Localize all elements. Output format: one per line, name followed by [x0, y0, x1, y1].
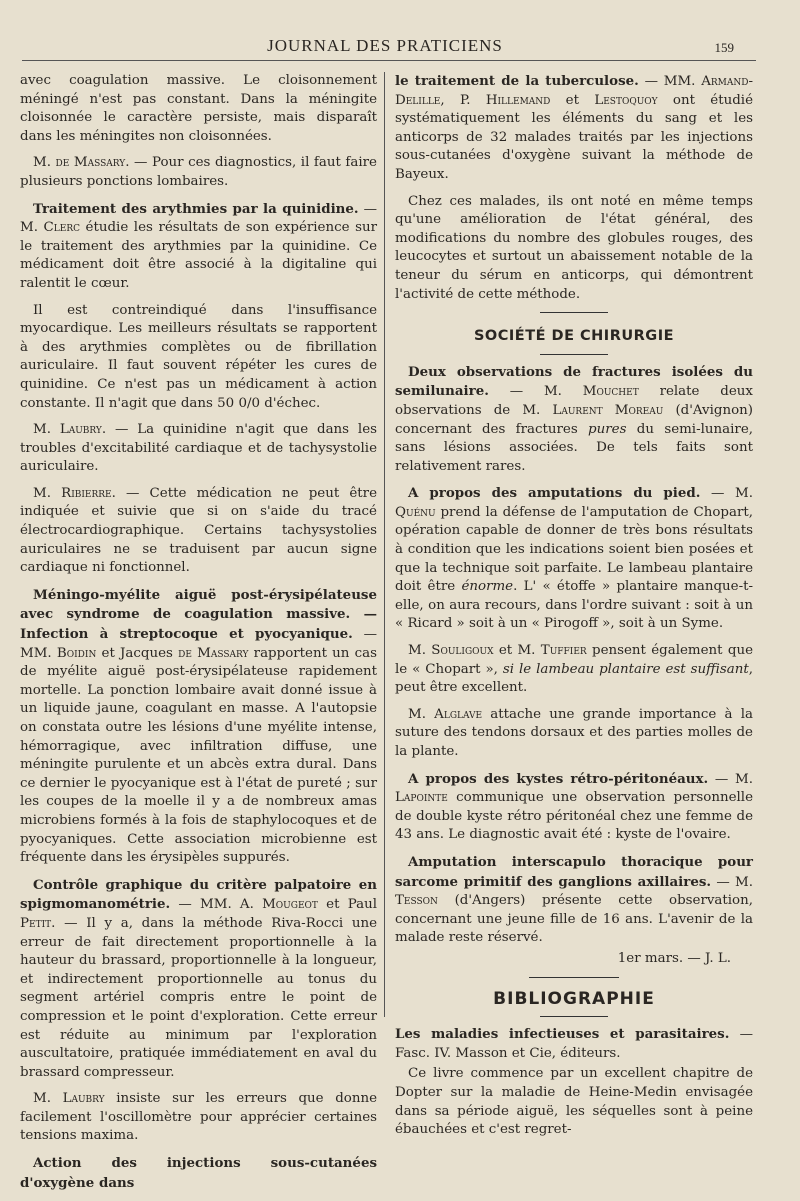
author-name: Mouchet — [582, 384, 639, 400]
article-title: Traitement des arythmies par la quinidine. — [33, 200, 359, 217]
paragraph — [395, 1025, 753, 1063]
author-name: M. de Massary. — [33, 155, 130, 171]
article-title: le traitement de la tuberculose. — [395, 73, 639, 89]
page-header — [0, 36, 800, 66]
paragraph — [20, 485, 377, 578]
separator-rule — [529, 977, 619, 978]
paragraph: Amputation interscapulo thoracique pour sarcome primitif des ganglions axillaires. — M. Tesson (d'Angers) présente cette observation, concernant une jeune fille de 16 ans. L'avenir de la malade reste réservé. — [395, 853, 753, 946]
paragraph — [20, 1154, 377, 1193]
header-rule — [22, 60, 756, 61]
paragraph-text: — Cette médication ne peut être indiquée et suivie que si on s'aide du tracé électrocardiographique. Certains tachysystolies auriculaires ne se traduisent par aucun signe cardiaque ni fonctionnel. — [20, 485, 377, 576]
paragraph — [20, 154, 377, 191]
author-name: Souligoux — [431, 643, 494, 659]
author-name: Petit — [20, 915, 52, 931]
paragraph: Méningo-myélite aiguë post-érysipélateuse avec syndrome de coagulation massive. — Infection à streptocoque et pyocyanique. — MM. Boidin et Jacques de Massary rapportent un cas de myélite aiguë post-érysipélateuse rapidement mortelle. La ponction lombaire avait donné issue à un liquide jaune, coagulant en masse. A l'autopsie on constata outre les lésions d'une myélite intense, hémorragique, avec infiltration diffuse, une méningite purulente et un abcès extra dural. Dans ce dernier le pyocyanique est à l'état de pureté ; sur les coupes de la moelle il y a de nombreux amas microbiens formés à la fois de staphylocoques et de pyocyaniques. Cette association microbienne est fréquente dans les érysipèles suppurés. — [20, 586, 377, 866]
article-title: Les maladies infectieuses et parasitaires. — [395, 1026, 730, 1043]
paragraph: Traitement des arythmies par la quinidine. — M. Clerc étudie les résultats de son expérience sur le traitement des arythmies par la quinidine. Ce médicament doit être associé à la digitaline qui ralentit le cœur. — [20, 200, 377, 291]
article-title: Contrôle graphique du critère palpatoire en spigmomanométrie. — [20, 876, 377, 913]
separator-rule — [540, 312, 608, 313]
paragraph — [20, 421, 377, 477]
paragraph-text: étudie les résultats de son expérience sur le traitement des arythmies par la quinidine. Ce médicament doit être associé à la digitaline qui ralentit le cœur. — [20, 220, 377, 291]
author-name: Boidin — [56, 645, 97, 661]
paragraph-text: ont étudié systématiquement les éléments du sang et les anticorps de 32 malades traités par les injections sous-cutanées d'oxygène suivant la méthode de Bayeux. — [395, 92, 754, 182]
section-heading: SOCIÉTÉ DE CHIRURGIE — [473, 328, 675, 345]
article-title: A propos des amputations du pied. — [408, 485, 701, 502]
column-divider — [384, 72, 385, 1017]
paragraph — [20, 1090, 377, 1146]
paragraph-text: (d'Angers) présente cette observation, concernant une jeune fille de 16 ans. L'avenir de la malade reste réservé. — [395, 893, 753, 946]
separator-rule — [540, 354, 608, 355]
paragraph-text: rapportent un cas de myélite aiguë post-érysipélateuse rapidement mortelle. La ponction lombaire avait donné issue à un liquide jaune, coagulant en masse. A l'autopsie on constata outre les lésions d'une myélite intense, hémorragique, avec infiltration diffuse, une méningite purulente et un abcès extra dural. Dans ce dernier le pyocyanique est à l'état de pureté ; sur les coupes de la moelle il y a de nombreux amas microbiens formés à la fois de staphylocoques et de pyocyaniques. Cette association microbienne est fréquente dans les érysipèles suppurés. — [20, 645, 377, 866]
page-number: 159 — [714, 40, 734, 55]
author-name: de Massary — [178, 645, 249, 661]
article-title: Amputation interscapulo thoracique pour sarcome primitif des ganglions axillaires. — [395, 853, 753, 890]
paragraph-text: — Pour ces diagnostics, il faut faire plusieurs ponctions lombaires. — [20, 155, 377, 189]
separator-rule — [540, 1016, 608, 1017]
author-name: M. Laubry. — [33, 422, 107, 438]
journal-title: JOURNAL DES PRATICIENS — [267, 36, 503, 55]
paragraph: Chez ces malades, ils ont noté en même temps qu'une amélioration de l'état général, des modifications du nombre des globules rouges, des leucocytes et surtout un abaissement notable de la teneur du sérum en anticorps, qui démontrent l'activité de cette méthode. — [395, 193, 753, 302]
author-name: M. Clerc — [20, 220, 80, 236]
author-name: Armand-Delille — [395, 74, 753, 108]
paragraph-text: . — Il y a, dans la méthode Riva-Rocci une erreur de fait directement proportionnelle à la hauteur du brassard, proportionnelle à la longueur, et indirectement proportionnelle au tonus du segment artériel compris entre le point de compression et le point d'exploration. Cette erreur est réduite au minimum par l'exploration auscultatoire, pratiquée immédiatement en aval du brassard compresseur. — [20, 915, 377, 1080]
author-name: Tuffier — [540, 643, 587, 659]
left-column — [20, 72, 377, 1201]
paragraph-text: communique une observation personnelle de double kyste rétro péritonéal chez une femme de 43 ans. Le diagnostic avait été : kyste de l'ovaire. — [395, 790, 753, 843]
author-name: Alglave — [434, 706, 483, 722]
author-name: Tesson — [395, 893, 438, 909]
paragraph: Contrôle graphique du critère palpatoire en spigmomanométrie. — MM. A. Mougeot et Paul Petit. — Il y a, dans la méthode Riva-Rocci une erreur de fait directement proportionnelle à la hauteur du brassard, proportionnelle à la longueur, et indirectement proportionnelle au tonus du segment artériel compris entre le point de compression et le point d'exploration. Cette erreur est réduite au minimum par l'exploration auscultatoire, pratiquée immédiatement en aval du brassard compresseur. — [20, 876, 377, 1080]
signature-line: 1er mars. — J. L. — [617, 950, 731, 966]
section-heading: BIBLIOGRAPHIE — [493, 988, 655, 1009]
emphasis: énorme — [461, 579, 514, 595]
emphasis: si le lambeau plantaire est suffisant — [502, 661, 749, 677]
paragraph-text: — Fasc. IV. Masson et Cie, éditeurs. — [395, 1027, 753, 1061]
paragraph: le traitement de la tuberculose. — MM. Armand-Delille, P. Hillemand et Lestoquoy ont étudié systématiquement les éléments du sang et les anticorps de 32 malades traités par les injections sous-cutanées d'oxygène suivant la méthode de Bayeux. — [395, 73, 754, 182]
author-name: Mougeot — [262, 897, 318, 913]
paragraph: avec coagulation massive. Le cloisonnement méningé n'est pas constant. Dans la méningite cloisonnée le caractère persiste, mais disparaît dans les méningites non cloisonnées. — [20, 73, 377, 144]
article-title: Deux observations de fractures isolées du semilunaire. — [395, 363, 753, 400]
emphasis: pures — [588, 421, 627, 437]
right-column — [395, 72, 753, 1148]
author-name: Laurent Moreau — [552, 402, 664, 418]
author-name: M. Laubry — [33, 1091, 105, 1107]
article-title: A propos des kystes rétro-péritonéaux. — [408, 770, 709, 787]
author-name: M. Ribierre. — [33, 485, 116, 501]
paragraph: M. Souligoux et M. Tuffier pensent également que le « Chopart », si le lambeau plantaire est suffisant, peut être excellent. — [395, 643, 753, 696]
paragraph-text: — La quinidine n'agit que dans les troubles d'excitabilité cardiaque et de tachysystolie auriculaire. — [20, 422, 377, 475]
paragraph-text: insiste sur les erreurs que donne facilement l'oscillomètre pour apprécier certaines tensions maxima. — [20, 1091, 377, 1144]
article-title: Méningo-myélite aiguë post-érysipélateuse avec syndrome de coagulation massive. — Infection à streptocoque et pyocyanique. — [20, 586, 377, 643]
author-name: Lapointe — [395, 790, 448, 806]
paragraph-text: attache une grande importance à la suture des tendons dorsaux et des parties molles de la plante. — [395, 706, 753, 759]
article-title: Action des injections sous-cutanées d'oxygène dans — [20, 1155, 377, 1191]
author-name: Hillemand — [485, 92, 551, 108]
paragraph: Il est contreindiqué dans l'insuffisance myocardique. Les meilleurs résultats se rapportent à des arythmies complètes ou de fibrillation auriculaire. Il faut souvent répéter les cures de quinidine. Ce n'est pas un médicament à action constante. Il n'agit que dans 50 0/0 d'échec. — [20, 302, 377, 411]
paragraph: A propos des amputations du pied. — M. Quénu prend la défense de l'amputation de Chopart, opération capable de donner de très bons résultats à condition que les indications soient bien posées et que la technique soit parfaite. Le lambeau plantaire doit être énorme. L' « étoffe » plantaire manque-t-elle, on aura recours, dans l'ordre suivant : soit à un « Ricard » soit à un « Pirogoff », soit à un Syme. — [395, 485, 753, 632]
paragraph: M. Alglave attache une grande importance à la suture des tendons dorsaux et des parties molles de la plante. — [395, 706, 753, 759]
paragraph: Ce livre commence par un excellent chapitre de Dopter sur la maladie de Heine-Medin envisagée dans sa période aiguë, les séquelles sont à peine ébauchées et c'est regret- — [395, 1066, 753, 1138]
author-name: Quénu — [395, 504, 436, 520]
author-name: Lestoquoy — [594, 92, 658, 108]
paragraph: Deux observations de fractures isolées du semilunaire. — M. Mouchet relate deux observations de M. Laurent Moreau (d'Avignon) concernant des fractures pures du semi-lunaire, sans lésions associées. De tels faits sont relativement rares. — [395, 363, 753, 474]
paragraph: A propos des kystes rétro-péritonéaux. — M. Lapointe communique une observation personnelle de double kyste rétro péritonéal chez une femme de 43 ans. Le diagnostic avait été : kyste de l'ovaire. — [395, 770, 753, 843]
